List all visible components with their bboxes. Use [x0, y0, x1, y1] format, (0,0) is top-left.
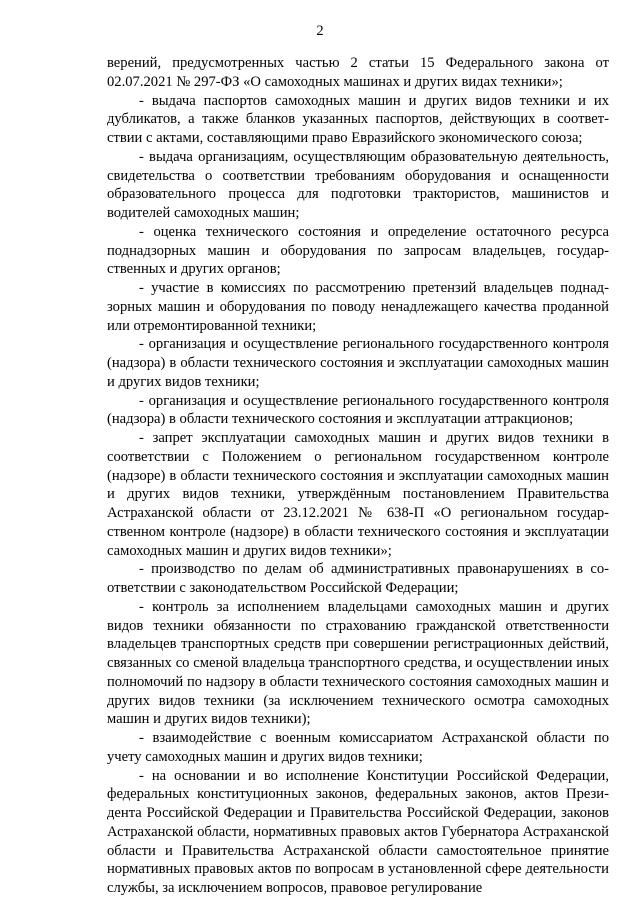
- paragraph-continuation: верений, предусмотренных частью 2 статьи 15 Федерального закона от 02.07.2021 № 297-ФЗ «О самоходных машинах и других видах техники»;: [107, 55, 609, 90]
- list-item-technical-assessment: - оценка технического состояния и определение остаточного ресурса поднадзорных машин и оборудования по запросам владельцев, государственных и других органов;: [107, 223, 609, 278]
- list-item-operation-ban: - запрет эксплуатации самоходных машин и других видов техники в соответствии с Положением о региональном государственном контроле (надзоре) в области технического состояния и эксплуатации самоходных машин и других видов техники, утверждённым постановлением Правительства Астраханской области от 23.12.2021 № 638-П «О региональном государственном контроле (надзоре) в области технического состояния и эксплуатации самоходных машин и других видов техники»;: [107, 430, 609, 559]
- list-item-administrative-cases: - производство по делам об административных правонарушениях в соответствии с законодательством Российской Федерации;: [107, 561, 609, 596]
- list-item-machines-control: - организация и осуществление регионального государственного контроля (надзора) в области технического состояния и эксплуатации самоходных машин и других видов техники;: [107, 336, 609, 390]
- list-item-education-certificates: - выдача организациям, осуществляющим образовательную деятельность, свидетельства о соответствии требованиям оборудования и оснащенности образовательного процесса для подготовки трактористов, машинистов и водителей самоходных машин;: [107, 148, 609, 221]
- list-item-passports: - выдача паспортов самоходных машин и других видов техники и их дубликатов, а также бланков указанных паспортов, действующих в соответствии с актами, составляющими право Евразийского экономического союза;: [107, 92, 609, 146]
- list-item-insurance-control: - контроль за исполнением владельцами самоходных машин и других видов техники обязанности по страхованию гражданской ответственности владельцев транспортных средств при совершении регистрационных действий, связанных со сменой владельца транспортного средства, и осуществлении иных полномочий по надзору в области технического состояния самоходных машин и других видов техники (за исключением технического осмотра самоходных машин и других видов техники);: [107, 598, 609, 728]
- list-item-attractions-control: - организация и осуществление регионального государственного контроля (надзора) в области технического состояния и эксплуатации аттракционов;: [107, 392, 609, 428]
- document-body: [107, 54, 609, 898]
- list-item-military-commissariat: - взаимодействие с военным комиссариатом Астраханской области по учету самоходных машин и других видов техники;: [107, 730, 609, 765]
- list-item-claims-commissions: - участие в комиссиях по рассмотрению претензий владельцев поднадзорных машин и оборудования по поводу ненадлежащего качества проданной или отремонтированной техники;: [107, 280, 609, 334]
- page-number: 2: [316, 23, 324, 39]
- list-item-normative-acts: - на основании и во исполнение Конституции Российской Федерации, федеральных конституционных законов, федеральных законов, актов Президента Российской Федерации и Правительства Российской Федерации, законов Астраханской области, нормативных правовых актов Губернатора Астраханской области и Правительства Астраханской области самостоятельное принятие нормативных правовых актов по вопросам в установленной сфере деятельности службы, за исключением вопросов, правовое регулирование: [107, 767, 609, 896]
